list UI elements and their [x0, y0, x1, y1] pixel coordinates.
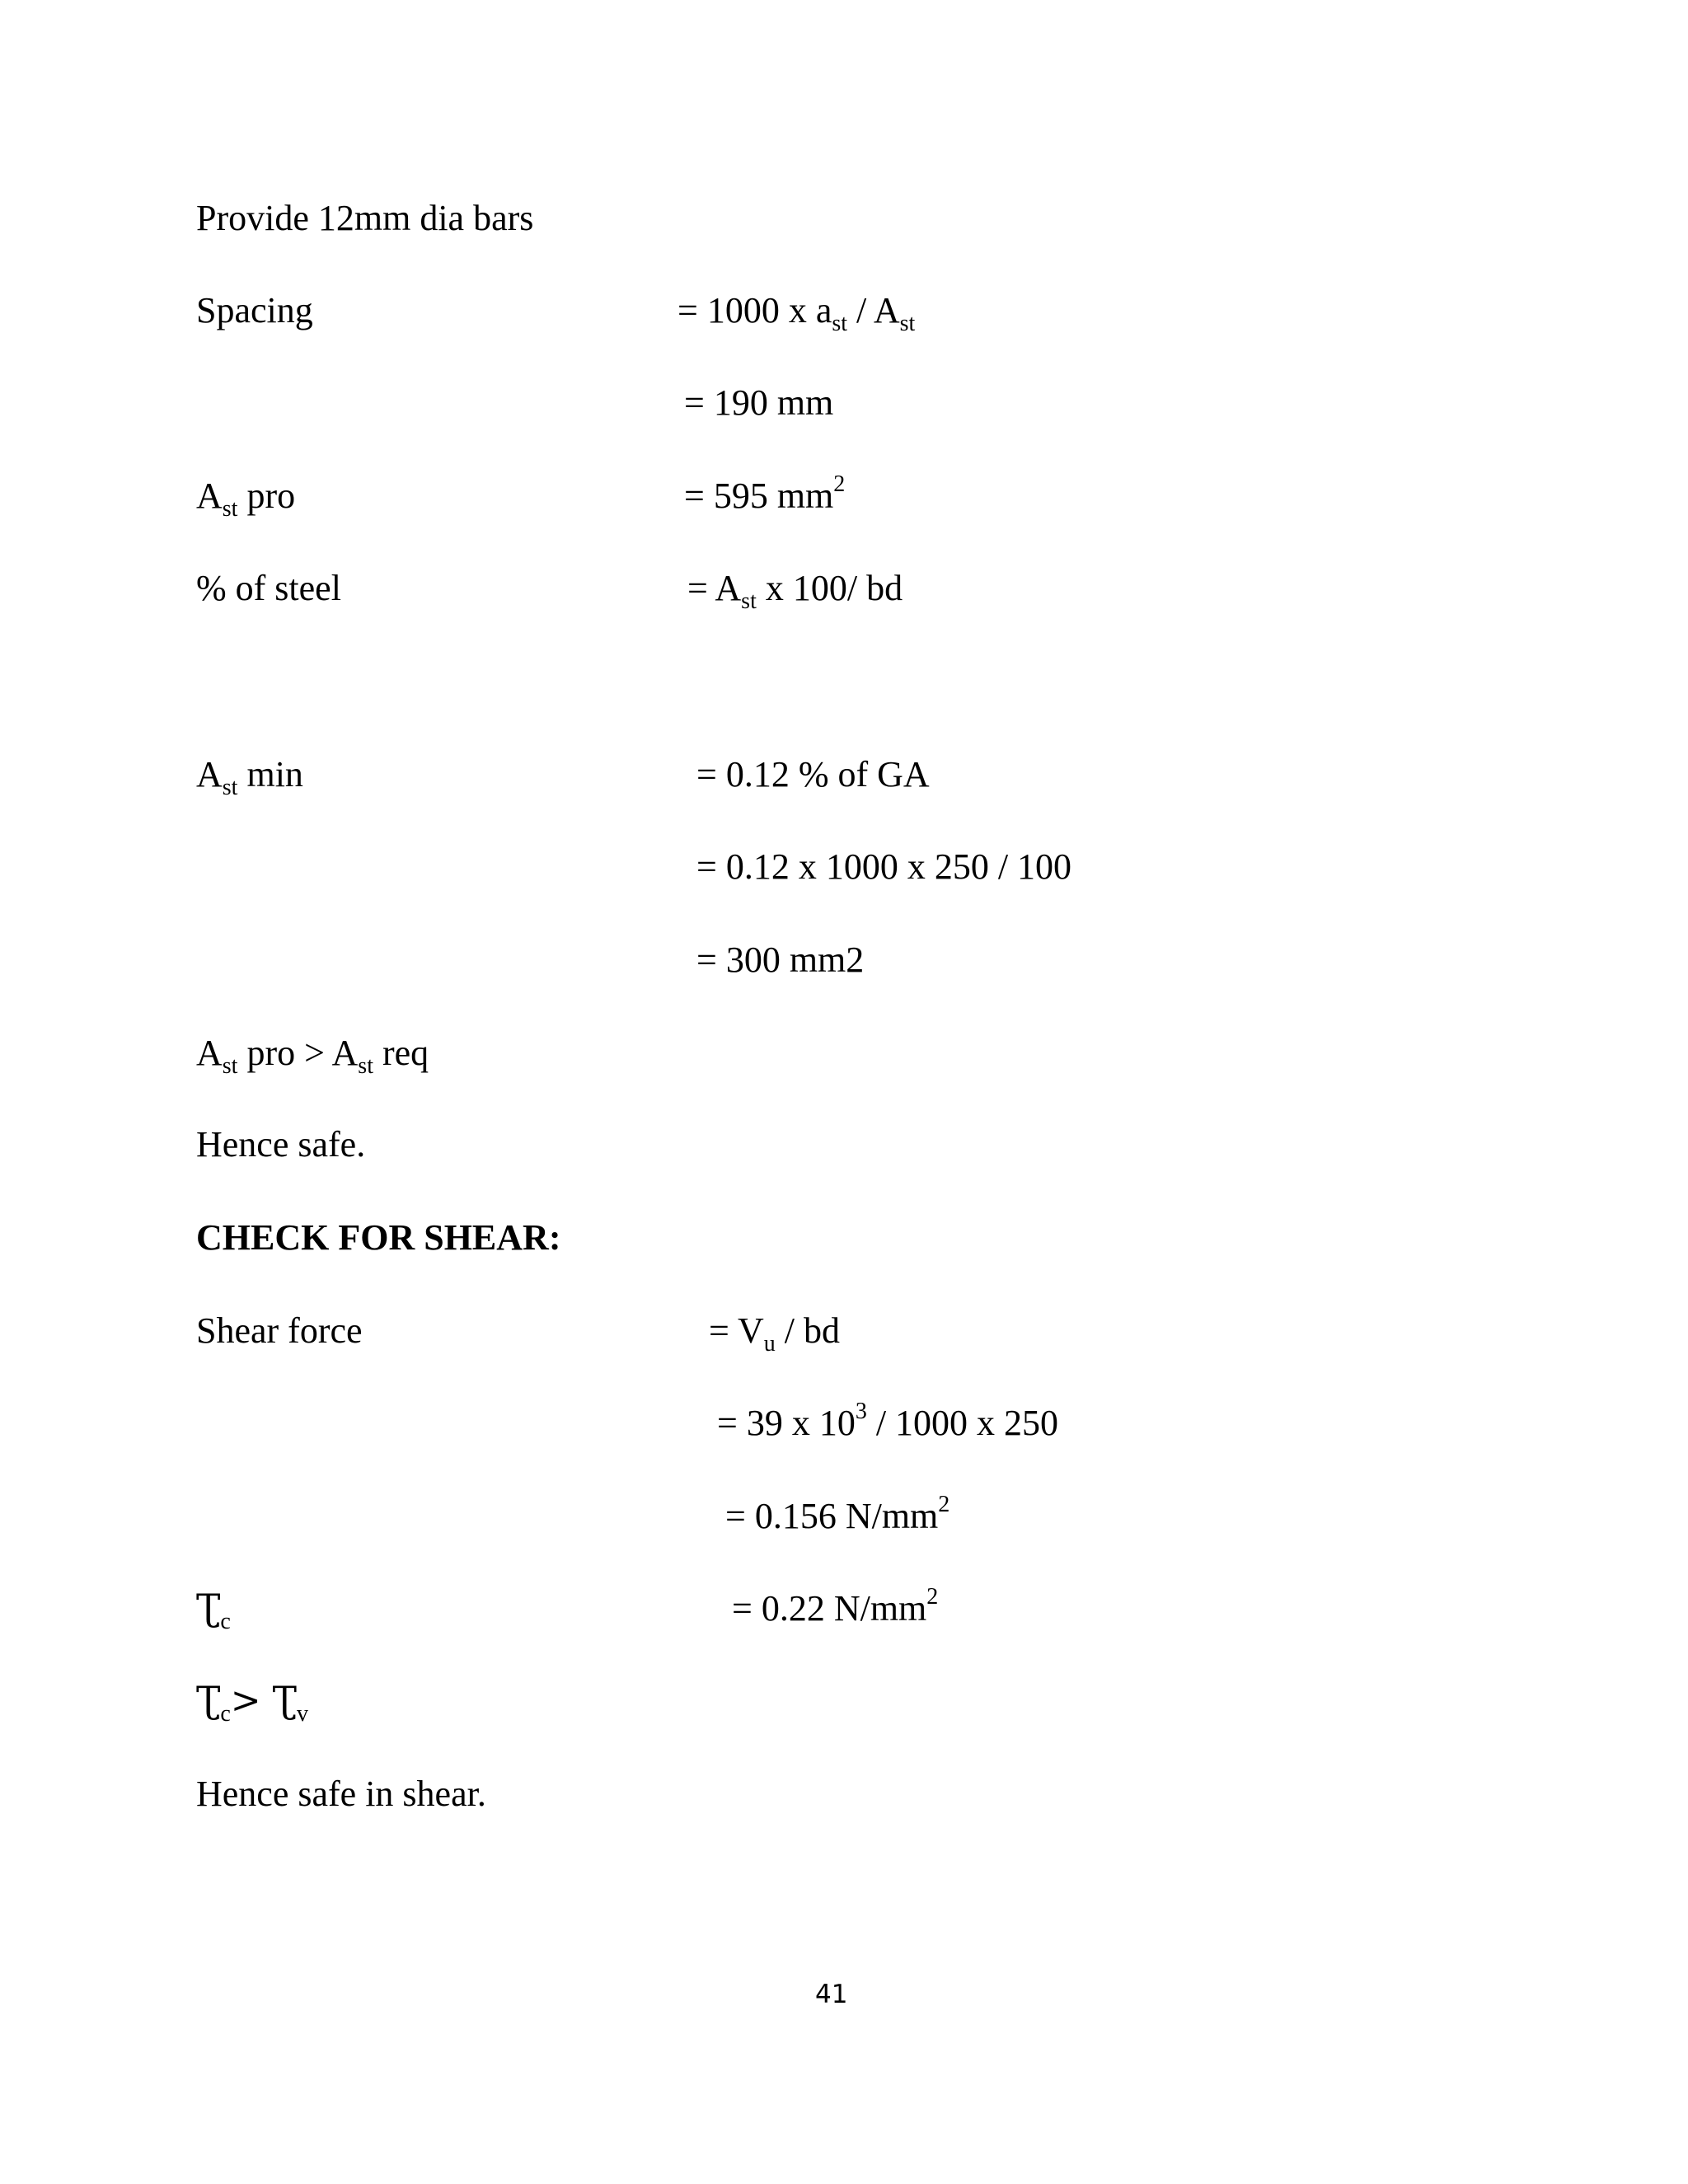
shear-force-calculation: = 39 x $10^3 / 1000$ x 250: [717, 1399, 1059, 1443]
tau-c-value: = 0.22 $N/mm^2$: [732, 1584, 939, 1629]
shear-force-value: = 0.156 $N/mm^2$: [725, 1492, 950, 1536]
ast-min-label: $A_{st}$ min: [196, 754, 303, 800]
percent-steel-formula: = $A_{st}$ x 100/ bd: [687, 568, 903, 614]
hence-safe-shear-text: Hence safe in shear.: [196, 1774, 486, 1814]
spacing-label: Spacing: [196, 290, 313, 330]
ast-comparison: $A_{st}$ pro > $A_{st}$ req: [196, 1033, 429, 1079]
shear-force-formula: = $V_u$ / bd: [709, 1310, 841, 1357]
ast-pro-value: = 595 $mm^2$: [684, 471, 846, 516]
spacing-value: = 190 mm: [684, 382, 834, 423]
spacing-formula: = 1000 x $a_{st} / A_{st}$: [678, 290, 916, 336]
provide-bars-text: Provide 12mm dia bars: [196, 198, 534, 238]
percent-steel-label: % of steel: [196, 568, 341, 608]
ast-min-formula: = 0.12 % of GA: [696, 754, 930, 794]
ast-pro-label: $A_{st}$ pro: [196, 476, 296, 522]
tau-comparison: $Ʈ_c>$ $Ʈ_v$: [196, 1680, 308, 1727]
page-number: 41: [815, 1980, 848, 2009]
check-for-shear-heading: CHECK FOR SHEAR:: [196, 1217, 561, 1258]
shear-force-label: Shear force: [196, 1310, 363, 1351]
ast-min-value: = 300 mm2: [696, 940, 865, 980]
hence-safe-text: Hence safe.: [196, 1124, 366, 1165]
tau-c-label: $Ʈ_c$: [196, 1587, 231, 1634]
ast-min-calculation: = 0.12 x 1000 x 250 / 100: [696, 846, 1072, 887]
